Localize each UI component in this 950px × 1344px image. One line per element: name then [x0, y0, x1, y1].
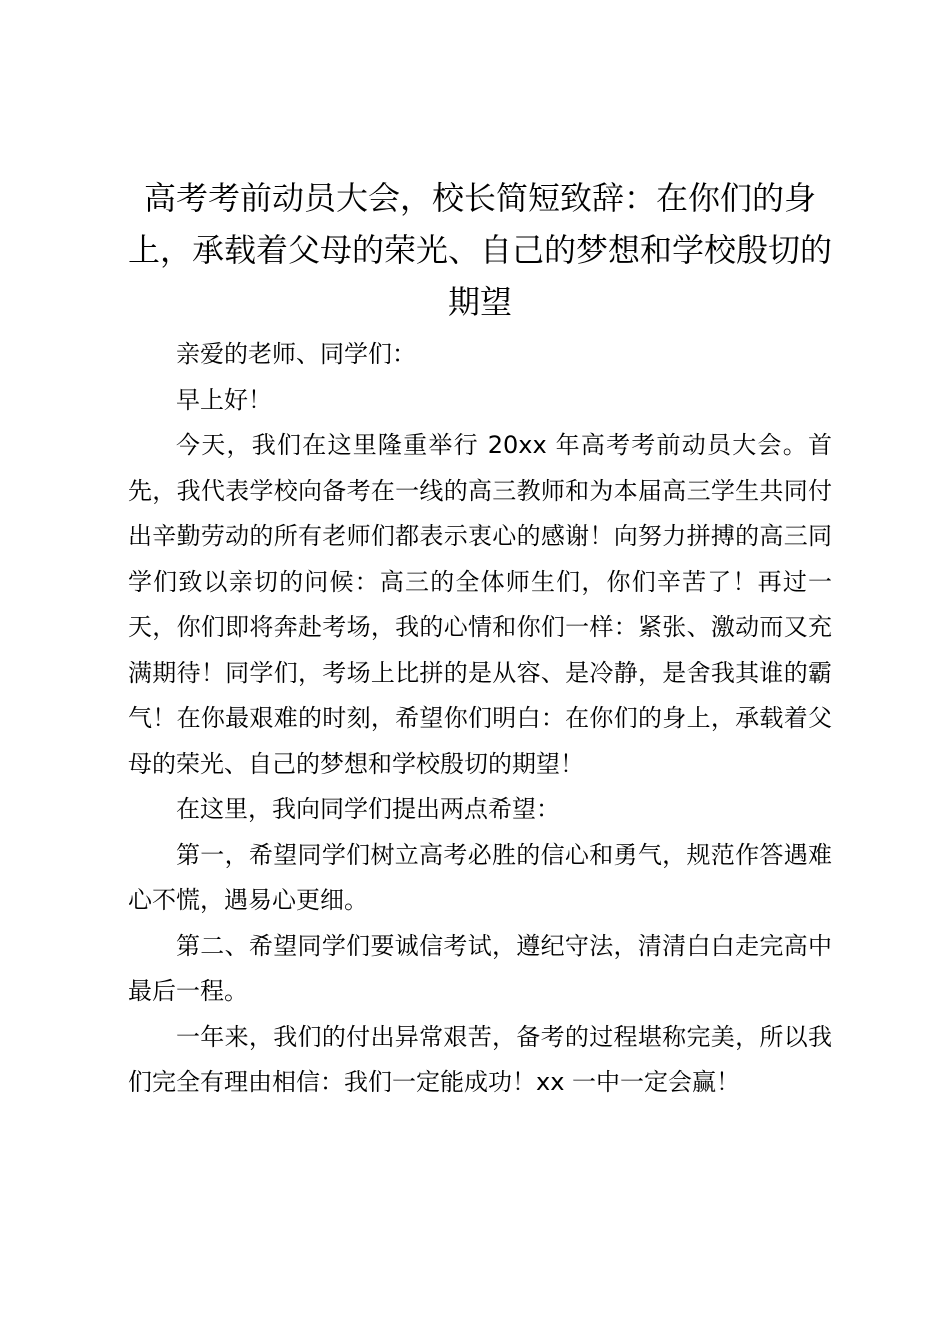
paragraph-hope-one: 第一，希望同学们树立高考必胜的信心和勇气，规范作答遇难心不慌，遇易心更细。 — [128, 840, 832, 914]
paragraph-closing: 一年来，我们的付出异常艰苦，备考的过程堪称完美，所以我们完全有理由相信：我们一定能成功！xx 一中一定会赢！ — [128, 1022, 832, 1096]
paragraph-greeting: 早上好！ — [176, 385, 272, 414]
paragraph-opening: 今天，我们在这里隆重举行 20xx 年高考考前动员大会。首先，我代表学校向备考在一线的高三教师和为本届高三学生共同付出辛勤劳动的所有老师们都表示衷心的感谢！向努力拼搏的高三同学们致以亲切的问候：高三的全体师生们，你们辛苦了！再过一天，你们即将奔赴考场，我的心情和你们一样：紧张、激动而又充满期待！同学们，考场上比拼的是从容、是冷静，是舍我其谁的霸气！在你最艰难的时刻，希望你们明白：在你们的身上，承载着父母的荣光、自己的梦想和学校殷切的期望！ — [128, 431, 832, 778]
document-title: 高考考前动员大会，校长简短致辞：在你们的身上，承载着父母的荣光、自己的梦想和学校殷切的期望 — [128, 179, 833, 321]
document-page — [128, 172, 832, 1106]
document-body — [128, 332, 832, 1106]
paragraph-salutation: 亲爱的老师、同学们： — [176, 340, 416, 368]
paragraph-hopes-intro: 在这里，我向同学们提出两点希望： — [176, 795, 560, 823]
paragraph-hope-two: 第二、希望同学们要诚信考试，遵纪守法，清清白白走完高中最后一程。 — [128, 931, 832, 1005]
